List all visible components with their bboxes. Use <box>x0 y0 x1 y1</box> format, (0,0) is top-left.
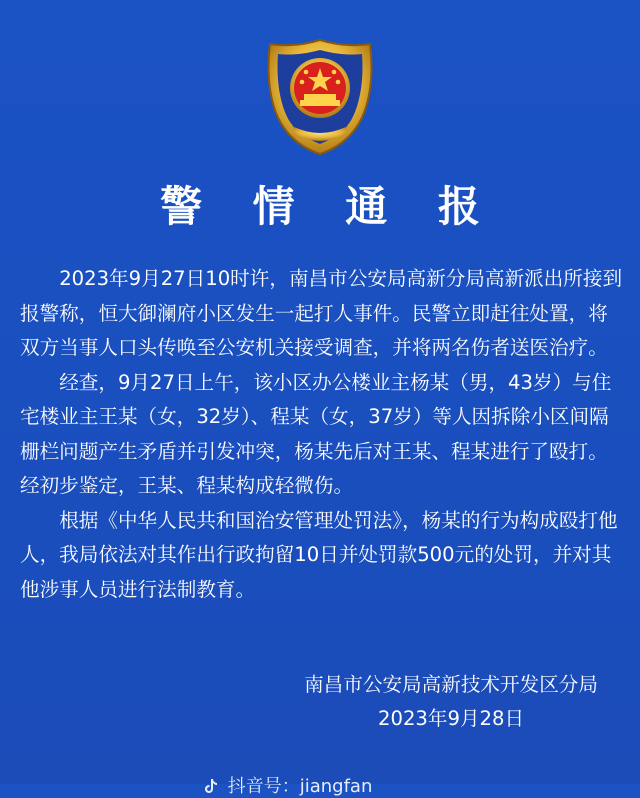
issuer: 南昌市公安局高新技术开发区分局 <box>304 673 598 696</box>
watermark-text: 抖音号：jiangfan <box>227 776 373 797</box>
notice-paragraph-1: 2023年9月27日10时许，南昌市公安局高新分局高新派出所接到报警称，恒大御澜府小区发生一起打人事件。民警立即赶往处置，将双方当事人口头传唤至公安机关接受调查，并将两名伤者送医治疗。 <box>20 267 623 359</box>
police-emblem-icon <box>262 36 378 156</box>
watermark <box>204 772 372 798</box>
douyin-icon <box>204 778 218 794</box>
issue-date: 2023年9月28日 <box>378 707 525 730</box>
notice-paragraph-3: 根据《中华人民共和国治安管理处罚法》，杨某的行为构成殴打他人，我局依法对其作出行政拘留10日并处罚款500元的处罚，并对其他涉事人员进行法制教育。 <box>20 508 618 601</box>
signature-block <box>304 668 598 736</box>
notice-paragraph-2: 经查，9月27日上午，该小区办公楼业主杨某（男，43岁）与住宅楼业主王某（女，32岁）、程某（女，37岁）等人因拆除小区间隔栅栏问题产生矛盾并引发冲突，杨某先后对王某、程某进行了殴打。经初步鉴定，王某、程某构成轻微伤。 <box>20 370 612 497</box>
notice-body <box>20 262 624 607</box>
notice-title: 警 情 通 报 <box>160 182 498 231</box>
